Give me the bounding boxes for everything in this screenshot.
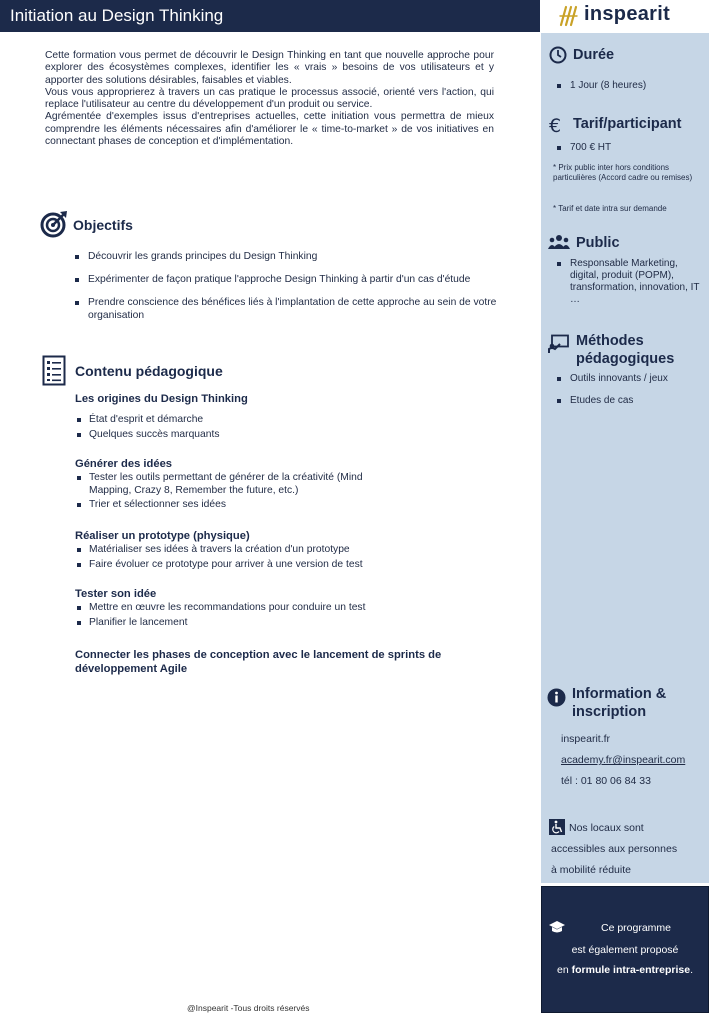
contenu-title: Contenu pédagogique xyxy=(75,363,223,379)
methodes-list xyxy=(555,373,705,417)
section-list xyxy=(76,544,496,573)
objectifs-list xyxy=(72,250,517,332)
list-item: Planifier le lancement xyxy=(76,617,496,630)
checklist-icon xyxy=(42,355,66,386)
promo-text: . xyxy=(690,964,693,976)
intro-paragraph: Cette formation vous permet de découvrir le Design Thinking en tant que nouvelle approche pour explorer des écosystèmes complexes, identifier les « vrais » besoins de vos utilisateurs et y apporter des solutions désirables, faisables et viables. xyxy=(45,50,494,86)
list-item: État d'esprit et démarche xyxy=(76,414,496,427)
promo-bold-text: formule intra-entreprise xyxy=(571,964,691,976)
website-link[interactable]: inspearit.fr xyxy=(561,733,611,745)
tarif-note: * Tarif et date intra sur demande xyxy=(553,204,667,213)
accessibility-text: accessibles aux personnes xyxy=(551,843,678,855)
promo-line3 xyxy=(542,964,708,976)
duree-title: Durée xyxy=(573,47,615,63)
list-item: 1 Jour (8 heures) xyxy=(555,80,703,92)
accessibility-text: à mobilité réduite xyxy=(551,864,631,876)
list-item: Etudes de cas xyxy=(555,395,705,407)
tarif-list xyxy=(555,142,703,164)
intro-paragraph: Vous vous approprierez à travers un cas pratique le processus associé, orienté vers l'action, qui replace l'utilisateur au centre du développement d'un produit ou service. xyxy=(45,86,494,111)
section-list xyxy=(76,414,496,443)
info-header xyxy=(547,685,702,721)
wheelchair-icon xyxy=(549,819,565,835)
section-title: Les origines du Design Thinking xyxy=(75,393,248,405)
list-item: Trier et sélectionner ses idées xyxy=(76,499,406,512)
email-link[interactable]: academy.fr@inspearit.com xyxy=(561,754,686,766)
section-list xyxy=(76,472,406,514)
promo-line: est également proposé xyxy=(571,944,679,956)
svg-text:€: € xyxy=(549,115,562,135)
euro-icon xyxy=(549,115,567,135)
list-item: Responsable Marketing, digital, produit (POPM), transformation, innovation, IT … xyxy=(555,258,705,306)
list-item: Découvrir les grands principes du Design Thinking xyxy=(72,250,517,263)
logo-mark-icon xyxy=(559,5,579,27)
duree-header xyxy=(549,46,614,64)
objectifs-title: Objectifs xyxy=(73,217,133,233)
intro-text xyxy=(45,50,494,148)
list-item: 700 € HT xyxy=(555,142,703,154)
people-icon xyxy=(548,234,570,250)
closing-title: Connecter les phases de conception avec le lancement de sprints de développement Agile xyxy=(75,649,442,675)
section-title: Tester son idée xyxy=(75,588,157,600)
list-item: Matérialiser ses idées à travers la création d'un prototype xyxy=(76,544,496,557)
intro-paragraph: Agrémentée d'exemples issus d'entreprises actuelles, cette initiation vous permettra de mieux comprendre les éléments nécessaires afin d'améliorer le « time-to-market » de vos initiatives en connectant phases de conception et d'implémentation. xyxy=(45,111,494,148)
accessibility-text: Nos locaux sont xyxy=(569,822,644,834)
info-icon xyxy=(547,688,566,707)
methodes-header xyxy=(548,332,696,368)
header-bar xyxy=(0,0,540,32)
clock-icon xyxy=(549,46,567,64)
tarif-note: * Prix public inter hors conditions particulières (Accord cadre ou remises) xyxy=(553,163,693,182)
tarif-title: Tarif/participant xyxy=(573,116,682,132)
section-list xyxy=(76,602,496,631)
duree-list xyxy=(555,80,703,102)
list-item: Expérimenter de façon pratique l'approche Design Thinking à partir d'un cas d'étude xyxy=(72,273,517,286)
footer-copyright: @Inspearit -Tous droits réservés xyxy=(187,1003,310,1013)
info-title: Information & inscription xyxy=(572,686,667,720)
target-icon xyxy=(40,210,68,238)
tarif-header xyxy=(549,115,682,135)
presentation-board-icon xyxy=(548,334,570,354)
graduation-cap-icon xyxy=(548,920,566,934)
intra-promo-box xyxy=(541,886,709,1013)
document-title: Initiation au Design Thinking xyxy=(10,6,224,25)
methodes-title: Méthodes pédagogiques xyxy=(576,333,675,367)
public-title: Public xyxy=(576,235,620,251)
list-item: Tester les outils permettant de générer de la créativité (Mind Mapping, Crazy 8, Remember the future, etc.) xyxy=(76,472,406,497)
promo-line1-row xyxy=(542,922,708,934)
list-item: Prendre conscience des bénéfices liés à l'implantation de cette approche au sein de votre organisation xyxy=(72,296,517,322)
logo xyxy=(540,0,709,32)
public-header xyxy=(548,234,620,252)
logo-text: inspearit xyxy=(584,3,671,25)
public-list xyxy=(555,258,705,316)
section-title: Réaliser un prototype (physique) xyxy=(75,530,250,542)
promo-text: en xyxy=(557,964,572,976)
section-title: Générer des idées xyxy=(75,458,173,470)
list-item: Faire évoluer ce prototype pour arriver à une version de test xyxy=(76,559,496,572)
list-item: Quelques succès marquants xyxy=(76,429,496,442)
promo-line: Ce programme xyxy=(600,922,672,934)
list-item: Outils innovants / jeux xyxy=(555,373,705,385)
phone-number: tél : 01 80 06 84 33 xyxy=(561,775,651,787)
list-item: Mettre en œuvre les recommandations pour conduire un test xyxy=(76,602,496,615)
